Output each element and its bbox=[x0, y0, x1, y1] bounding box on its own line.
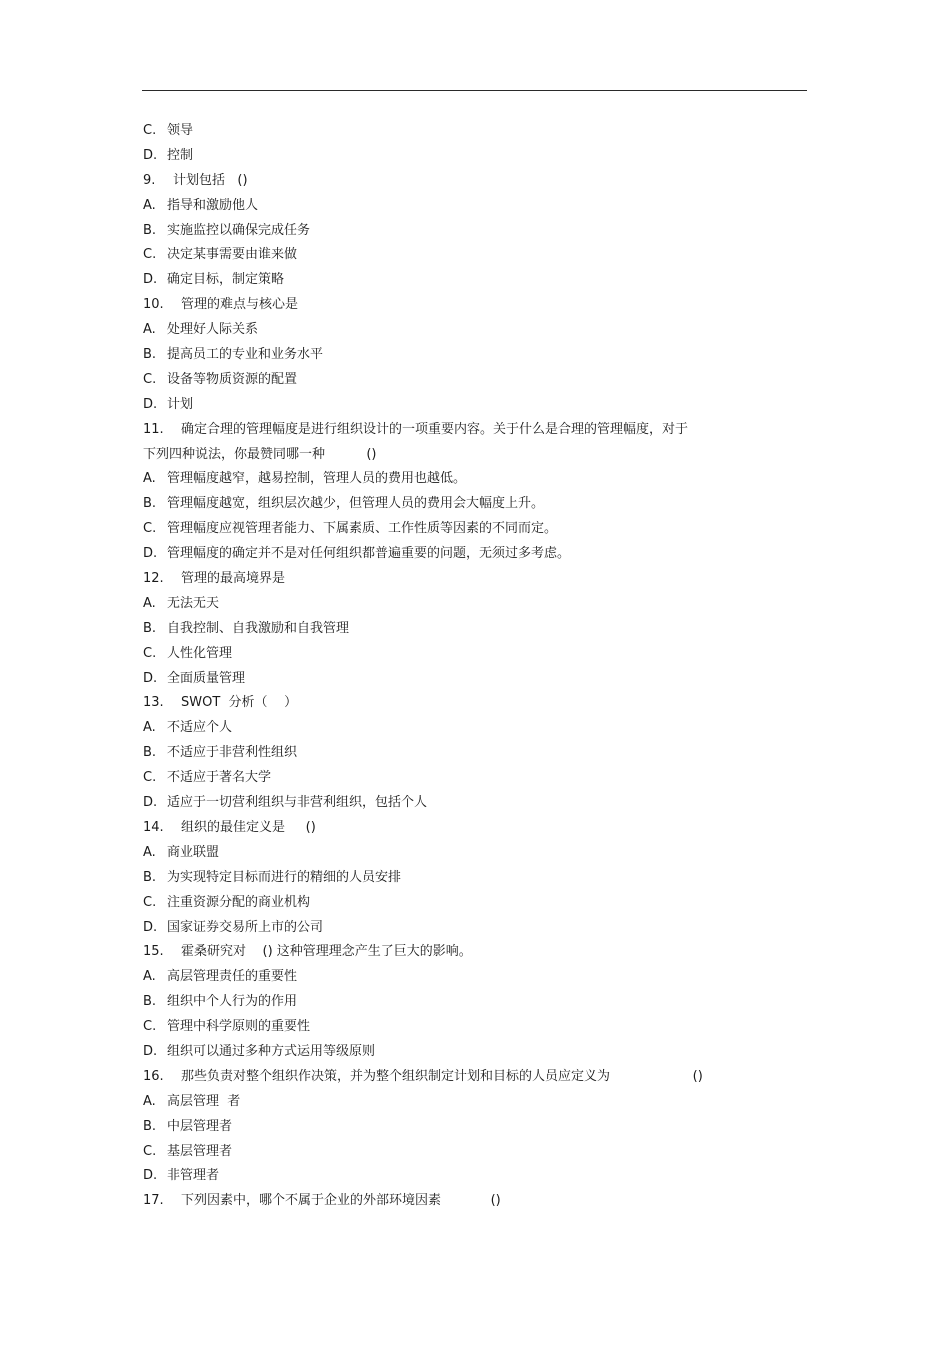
option-text: 不适应个人 bbox=[167, 720, 233, 736]
option-text: 决定某事需要由谁来做 bbox=[167, 247, 298, 263]
option-text: 组织中个人行为的作用 bbox=[167, 994, 298, 1010]
option-letter: B. bbox=[143, 496, 157, 512]
option-line bbox=[143, 1115, 763, 1140]
header-rule bbox=[142, 90, 807, 91]
option-text: 不适应于著名大学 bbox=[167, 770, 272, 786]
question-number: 17. bbox=[143, 1193, 164, 1209]
question-list bbox=[143, 119, 763, 1214]
option-text: 非管理者 bbox=[167, 1168, 220, 1184]
option-line bbox=[143, 916, 763, 941]
option-text: 适应于一切营利组织与非营利组织，包括个人 bbox=[167, 795, 428, 811]
option-line bbox=[143, 841, 763, 866]
option-letter: A. bbox=[143, 969, 156, 985]
question-number: 16. bbox=[143, 1068, 164, 1084]
option-line bbox=[143, 766, 763, 791]
option-letter: C. bbox=[143, 371, 157, 387]
option-line bbox=[143, 1040, 763, 1065]
option-letter: C. bbox=[143, 123, 157, 138]
option-letter: A. bbox=[143, 844, 156, 860]
option-text: 管理幅度应视管理者能力、下属素质、工作性质等因素的不同而定。 bbox=[167, 521, 558, 537]
option-line bbox=[143, 965, 763, 990]
option-line bbox=[143, 1140, 763, 1165]
option-line bbox=[143, 592, 763, 617]
option-line bbox=[143, 268, 763, 293]
option-text: 管理幅度的确定并不是对任何组织都普遍重要的问题，无须过多考虑。 bbox=[167, 546, 571, 562]
question-number: 9. bbox=[143, 172, 156, 188]
option-text: 全面质量管理 bbox=[167, 670, 246, 686]
option-text: 高层管理 者 bbox=[167, 1093, 241, 1109]
option-text: 组织可以通过多种方式运用等级原则 bbox=[167, 1043, 376, 1059]
option-letter: C. bbox=[143, 894, 157, 910]
question-text: SWOT 分析（ ） bbox=[181, 695, 298, 711]
option-text: 计划 bbox=[167, 396, 194, 412]
option-letter: B. bbox=[143, 1118, 157, 1134]
option-letter: D. bbox=[143, 272, 158, 288]
option-line bbox=[143, 467, 763, 492]
option-letter: D. bbox=[143, 919, 158, 935]
option-letter: A. bbox=[143, 197, 156, 213]
option-text: 高层管理责任的重要性 bbox=[167, 969, 298, 985]
option-line bbox=[143, 393, 763, 418]
option-line bbox=[143, 791, 763, 816]
question-line bbox=[143, 940, 763, 965]
option-line bbox=[143, 1090, 763, 1115]
option-letter: A. bbox=[143, 322, 156, 338]
question-number: 13. bbox=[143, 695, 164, 711]
question-number: 10. bbox=[143, 297, 164, 313]
question-text: 管理的难点与核心是 bbox=[181, 297, 299, 313]
question-number: 15. bbox=[143, 944, 164, 960]
option-text: 管理幅度越宽，组织层次越少，但管理人员的费用会大幅度上升。 bbox=[167, 496, 545, 512]
option-line bbox=[143, 194, 763, 219]
option-text: 领导 bbox=[167, 123, 194, 138]
question-text-continuation: 下列四种说法，你最赞同哪一种 () bbox=[143, 446, 377, 462]
question-number: 12. bbox=[143, 571, 164, 587]
option-line bbox=[143, 990, 763, 1015]
question-text: 组织的最佳定义是 () bbox=[181, 819, 316, 835]
option-letter: B. bbox=[143, 347, 157, 363]
option-line bbox=[143, 144, 763, 169]
option-letter: B. bbox=[143, 620, 157, 636]
question-text: 下列因素中，哪个不属于企业的外部环境因素 () bbox=[181, 1193, 501, 1209]
option-line bbox=[143, 542, 763, 567]
option-text: 商业联盟 bbox=[167, 844, 220, 860]
option-letter: A. bbox=[143, 720, 156, 736]
question-line bbox=[143, 816, 763, 841]
option-letter: D. bbox=[143, 1168, 158, 1184]
option-letter: C. bbox=[143, 770, 157, 786]
option-line bbox=[143, 1164, 763, 1189]
option-line bbox=[143, 642, 763, 667]
question-line bbox=[143, 293, 763, 318]
option-text: 指导和激励他人 bbox=[167, 197, 259, 213]
option-line bbox=[143, 517, 763, 542]
option-text: 管理幅度越窄，越易控制，管理人员的费用也越低。 bbox=[167, 471, 467, 487]
option-text: 处理好人际关系 bbox=[167, 322, 259, 338]
option-text: 注重资源分配的商业机构 bbox=[167, 894, 311, 910]
question-text: 那些负责对整个组织作决策，并为整个组织制定计划和目标的人员应定义为 () bbox=[181, 1068, 703, 1084]
option-line bbox=[143, 119, 763, 144]
option-text: 人性化管理 bbox=[167, 645, 233, 661]
option-letter: B. bbox=[143, 222, 157, 238]
option-letter: D. bbox=[143, 1043, 158, 1059]
option-line bbox=[143, 617, 763, 642]
option-letter: B. bbox=[143, 745, 157, 761]
question-text: 管理的最高境界是 bbox=[181, 571, 286, 587]
option-text: 为实现特定目标而进行的精细的人员安排 bbox=[167, 869, 402, 885]
question-line bbox=[143, 567, 763, 592]
option-letter: C. bbox=[143, 645, 157, 661]
option-line bbox=[143, 891, 763, 916]
question-text: 确定合理的管理幅度是进行组织设计的一项重要内容。关于什么是合理的管理幅度，对于 bbox=[181, 421, 689, 437]
option-line bbox=[143, 741, 763, 766]
question-line bbox=[143, 1065, 763, 1090]
question-number: 14. bbox=[143, 819, 164, 835]
option-text: 设备等物质资源的配置 bbox=[167, 371, 298, 387]
option-text: 不适应于非营利性组织 bbox=[167, 745, 298, 761]
question-text: 霍桑研究对 () 这种管理理念产生了巨大的影响。 bbox=[181, 944, 472, 960]
question-line bbox=[143, 169, 763, 194]
option-letter: D. bbox=[143, 795, 158, 811]
option-letter: D. bbox=[143, 147, 158, 163]
option-letter: A. bbox=[143, 471, 156, 487]
option-line bbox=[143, 343, 763, 368]
option-text: 确定目标，制定策略 bbox=[167, 272, 285, 288]
option-line bbox=[143, 368, 763, 393]
question-number: 11. bbox=[143, 421, 164, 437]
option-text: 自我控制、自我激励和自我管理 bbox=[167, 620, 350, 636]
question-text: 计划包括 () bbox=[173, 172, 248, 188]
option-text: 基层管理者 bbox=[167, 1143, 233, 1159]
option-text: 无法无天 bbox=[167, 595, 220, 611]
option-text: 国家证券交易所上市的公司 bbox=[167, 919, 324, 935]
option-letter: D. bbox=[143, 396, 158, 412]
option-text: 管理中科学原则的重要性 bbox=[167, 1019, 311, 1035]
option-line bbox=[143, 219, 763, 244]
question-line bbox=[143, 691, 763, 716]
option-line bbox=[143, 667, 763, 692]
option-letter: A. bbox=[143, 1093, 156, 1109]
option-text: 控制 bbox=[167, 147, 194, 163]
option-line bbox=[143, 1015, 763, 1040]
option-letter: B. bbox=[143, 994, 157, 1010]
option-letter: A. bbox=[143, 595, 156, 611]
option-letter: D. bbox=[143, 546, 158, 562]
option-letter: B. bbox=[143, 869, 157, 885]
option-line bbox=[143, 866, 763, 891]
option-letter: D. bbox=[143, 670, 158, 686]
option-line bbox=[143, 243, 763, 268]
option-line bbox=[143, 318, 763, 343]
option-letter: C. bbox=[143, 521, 157, 537]
question-line bbox=[143, 1189, 763, 1214]
option-text: 实施监控以确保完成任务 bbox=[167, 222, 311, 238]
option-line bbox=[143, 492, 763, 517]
option-letter: C. bbox=[143, 247, 157, 263]
option-line bbox=[143, 716, 763, 741]
option-text: 提高员工的专业和业务水平 bbox=[167, 347, 324, 363]
option-letter: C. bbox=[143, 1143, 157, 1159]
option-letter: C. bbox=[143, 1019, 157, 1035]
option-text: 中层管理者 bbox=[167, 1118, 233, 1134]
question-line bbox=[143, 418, 763, 443]
